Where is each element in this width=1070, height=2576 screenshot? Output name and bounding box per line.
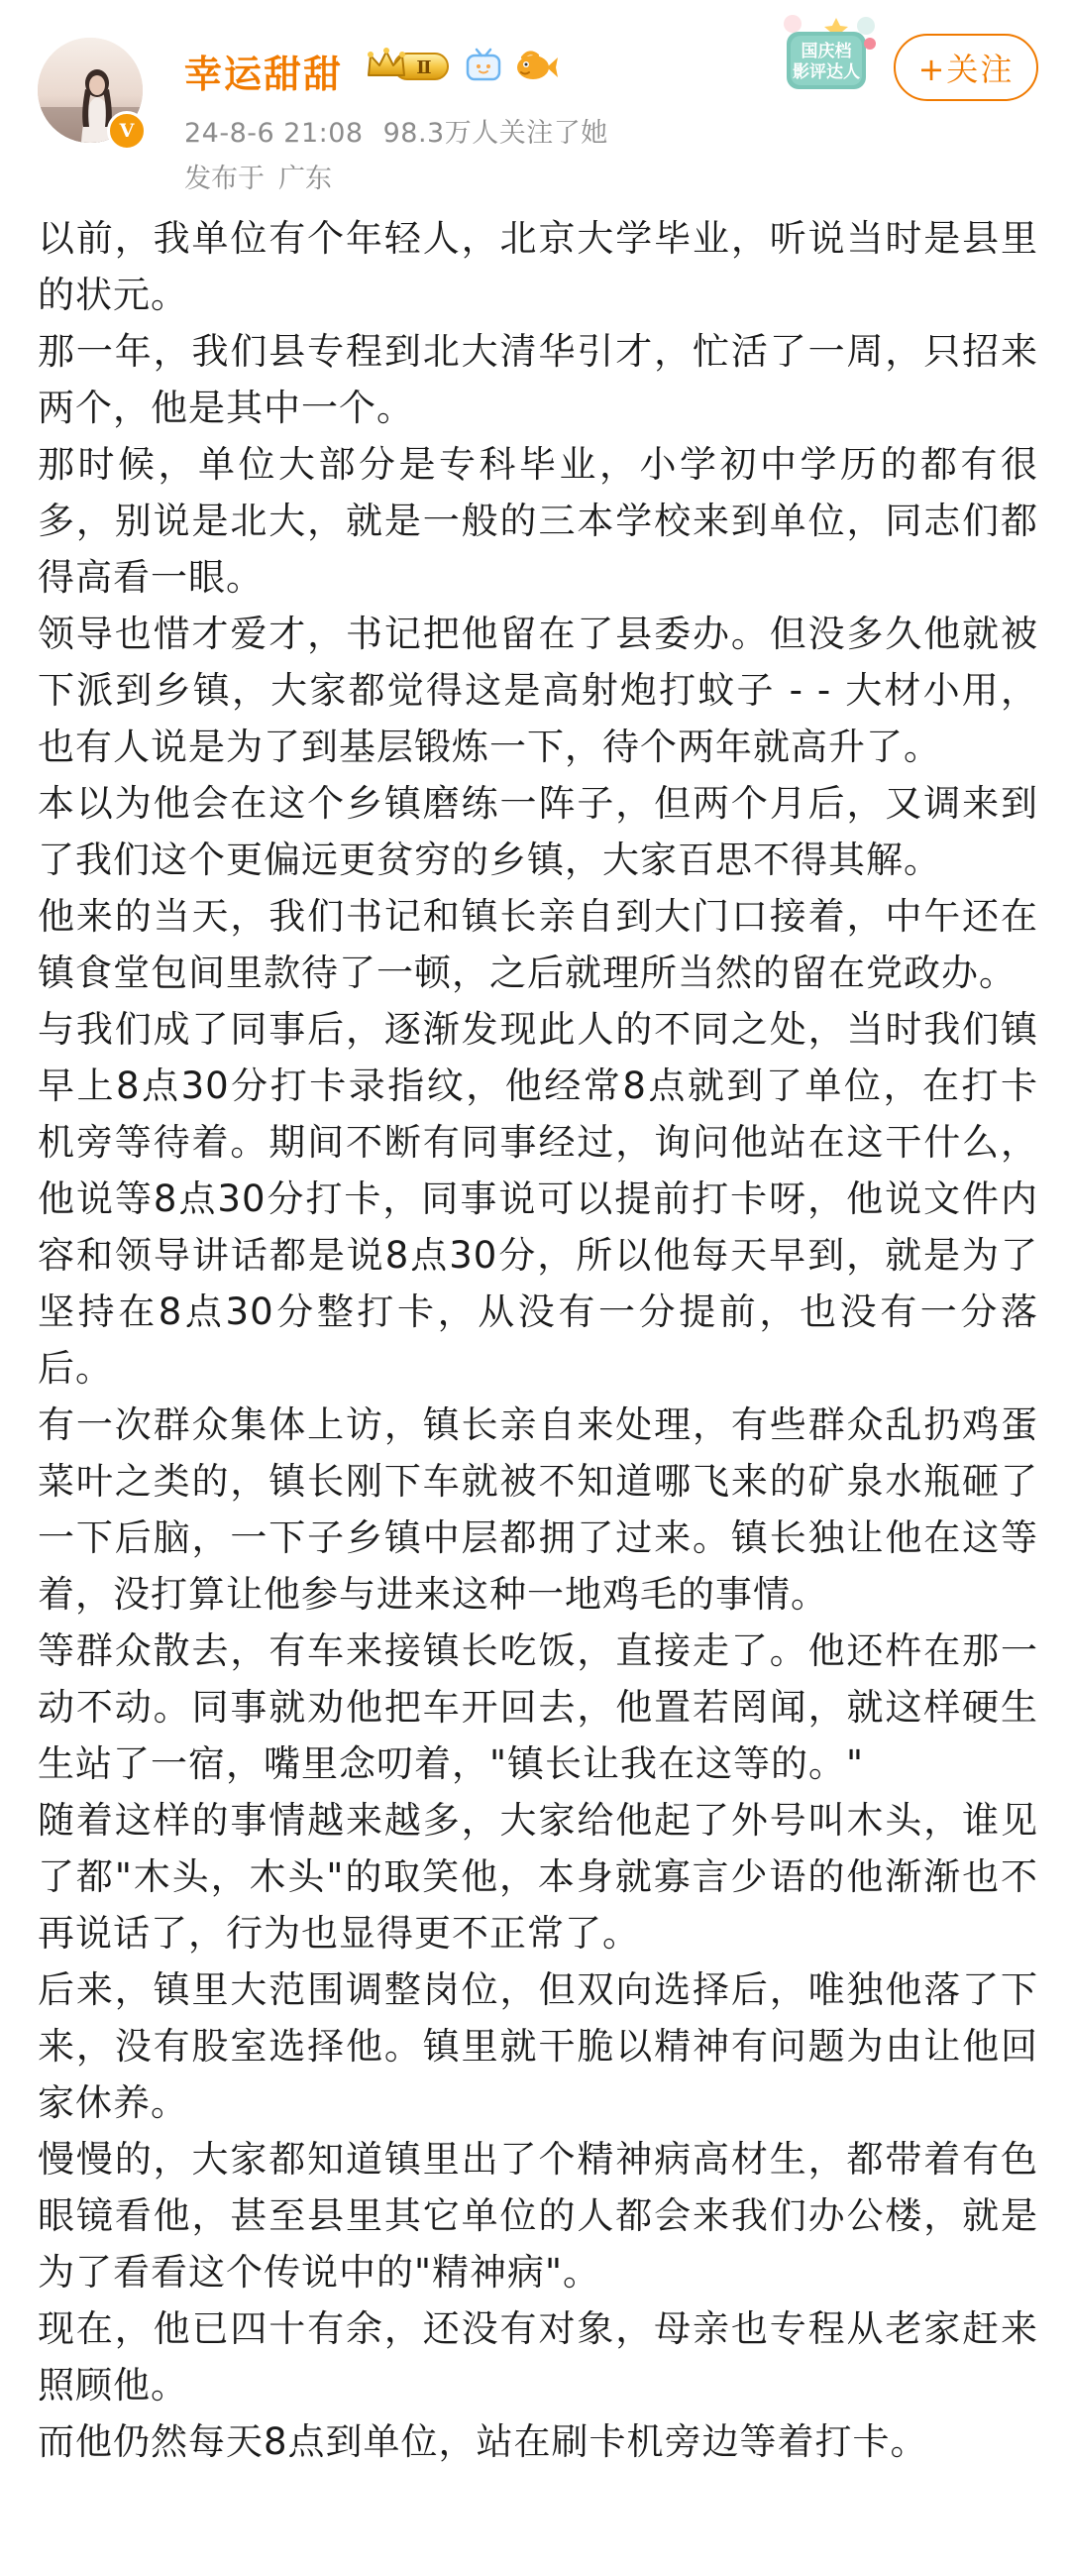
paragraph: 有一次群众集体上访，镇长亲自来处理，有些群众乱扔鸡蛋菜叶之类的，镇长刚下车就被不知道哪飞来的矿泉水瓶砸了一下后脑，一下子乡镇中层都拥了过来。镇长独让他在这等着，没打算让他参与进来这种一地鸡毛的事情。 (38, 1403, 1038, 1616)
paragraph: 以前，我单位有个年轻人，北京大学毕业，听说当时是县里的状元。 (38, 217, 1038, 316)
post-header (0, 0, 1070, 198)
tv-icon[interactable] (466, 48, 501, 83)
paragraph: 那时候，单位大部分是专科毕业，小学初中学历的都有很多，别说是北大，就是一般的三本学校来到单位，同志们都得高看一眼。 (38, 443, 1038, 599)
paragraph: 等群众散去，有车来接镇长吃饭，直接走了。他还杵在那一动不动。同事就劝他把车开回去，他置若罔闻，就这样硬生生站了一宿，嘴里念叨着，"镇长让我在这等的。" (38, 1629, 1038, 1785)
post-location (184, 157, 332, 195)
paragraph: 慢慢的，大家都知道镇里出了个精神病高材生，都带着有色眼镜看他，甚至县里其它单位的人都会来我们办公楼，就是为了看看这个传说中的"精神病"。 (38, 2138, 1038, 2294)
paragraph: 本以为他会在这个乡镇磨练一阵子，但两个月后，又调来到了我们这个更偏远更贫穷的乡镇，大家百思不得其解。 (38, 782, 1038, 881)
username[interactable]: 幸运甜甜 (184, 53, 344, 96)
paragraph: 现在，他已四十有余，还没有对象，母亲也专程从老家赶来照顾他。 (38, 2307, 1038, 2407)
fish-icon[interactable] (513, 46, 559, 85)
level-number: Ⅱ (416, 57, 432, 78)
followers-note: 98.3万人关注了她 (382, 118, 608, 149)
paragraph: 而他仍然每天8点到单位，站在刷卡机旁边等着打卡。 (38, 2420, 928, 2463)
post-date: 24-8-6 21:08 (184, 118, 364, 149)
film-reviewer-badge-icon[interactable] (779, 14, 878, 93)
paragraph: 那一年，我们县专程到北大清华引才，忙活了一周，只招来两个，他是其中一个。 (38, 330, 1038, 429)
paragraph: 与我们成了同事后，逐渐发现此人的不同之处，当时我们镇早上8点30分打卡录指纹，他经常8点就到了单位，在打卡机旁等待着。期间不断有同事经过，询问他站在这干什么，他说等8点30分打卡，同事说可以提前打卡呀，他说文件内容和领导讲话都是说8点30分，所以他每天早到，就是为了坚持在8点30分整打卡，从没有一分提前，也没有一分落后。 (38, 1008, 1038, 1390)
location-prefix: 发布于 (184, 164, 265, 194)
badge-line1: 国庆档 (801, 42, 852, 61)
paragraph: 随着这样的事情越来越多，大家给他起了外号叫木头，谁见了都"木头，木头"的取笑他，本身就寡言少语的他渐渐也不再说话了，行为也显得更不正常了。 (38, 1799, 1038, 1955)
follow-button[interactable]: +关注 (894, 34, 1038, 101)
paragraph: 他来的当天，我们书记和镇长亲自到大门口接着，中午还在镇食堂包间里款待了一顿，之后就理所当然的留在党政办。 (38, 895, 1038, 994)
verified-badge: V (107, 111, 147, 151)
paragraph: 领导也惜才爱才，书记把他留在了县委办。但没多久他就被下派到乡镇，大家都觉得这是高射炮打蚊子 - - 大材小用，也有人说是为了到基层锻炼一下，待个两年就高升了。 (38, 613, 1038, 768)
paragraph: 后来，镇里大范围调整岗位，但双向选择后，唯独他落了下来，没有股室选择他。镇里就干脆以精神有问题为由让他回家休养。 (38, 1968, 1038, 2124)
badge-line2: 影评达人 (793, 62, 860, 82)
post-content (38, 210, 1038, 2470)
location-value: 广东 (278, 164, 332, 194)
crown-level-badge-icon[interactable] (365, 46, 452, 85)
post-meta (184, 111, 608, 150)
